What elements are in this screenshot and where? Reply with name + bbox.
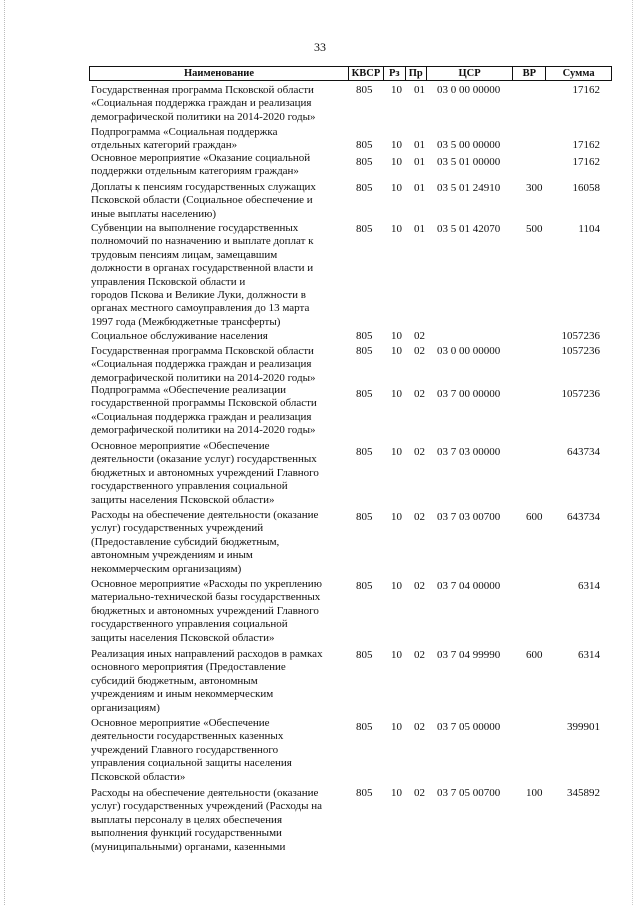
row-csr: 03 5 01 24910 (437, 182, 501, 194)
row-sum: 6314 (578, 649, 600, 661)
row-name-line: трудовым пенсиям лицам, замещавшим (91, 248, 278, 261)
row-name-line: Расходы на обеспечение деятельности (оказание (91, 509, 319, 521)
row-name-line: Основное мероприятие «Оказание социальной (91, 152, 311, 164)
row-csr: 03 7 04 99990 (437, 649, 501, 661)
row-pr: 02 (414, 388, 425, 400)
row-kvsr: 805 (356, 721, 373, 733)
row-csr: 03 7 00 00000 (437, 388, 501, 400)
row-name (91, 384, 349, 438)
row-name-line: управления социальной защиты населения (91, 757, 292, 770)
row-rz: 10 (391, 511, 402, 523)
table-header (89, 66, 612, 81)
row-kvsr: 805 (356, 649, 373, 661)
row-name (91, 126, 349, 153)
row-name-line: поддержки отдельным категориям граждан» (91, 165, 299, 178)
row-name (91, 345, 349, 385)
row-name-line: (Предоставление субсидий бюджетным, (91, 535, 280, 548)
row-csr: 03 0 00 00000 (437, 345, 501, 357)
row-name (91, 578, 349, 645)
row-kvsr: 805 (356, 580, 373, 592)
row-sum: 6314 (578, 580, 600, 592)
row-kvsr: 805 (356, 388, 373, 400)
row-sum: 17162 (572, 156, 600, 168)
row-name (91, 509, 349, 576)
row-name-line: отдельных категорий граждан» (91, 139, 238, 152)
row-kvsr: 805 (356, 330, 373, 342)
row-vr: 300 (526, 182, 543, 194)
row-name-line: Субвенции на выполнение государственных (91, 222, 299, 234)
row-rz: 10 (391, 139, 402, 151)
row-csr: 03 5 01 42070 (437, 223, 501, 235)
header-vr: ВР (512, 67, 545, 80)
row-sum: 643734 (567, 446, 600, 458)
row-rz: 10 (391, 721, 402, 733)
row-name-line: государственной программы Псковской области (91, 397, 317, 410)
row-name-line: органах местного самоуправления до 13 марта (91, 302, 310, 315)
row-vr: 100 (526, 787, 543, 799)
row-pr: 02 (414, 649, 425, 661)
row-name (91, 648, 349, 715)
row-pr: 02 (414, 345, 425, 357)
row-csr: 03 5 01 00000 (437, 156, 501, 168)
row-name-line: Основное мероприятие «Обеспечение (91, 717, 270, 729)
row-name-line: защиты населения Псковской области» (91, 631, 275, 644)
row-pr: 02 (414, 580, 425, 592)
budget-table (89, 66, 612, 853)
row-csr: 03 7 03 00000 (437, 446, 501, 458)
row-name-line: иные выплаты населению) (91, 207, 216, 220)
header-kvsr: КВСР (348, 67, 383, 80)
page-number: 33 (314, 40, 326, 54)
row-pr: 01 (414, 223, 425, 235)
row-name-line: Государственная программа Псковской области (91, 84, 314, 96)
row-sum: 643734 (567, 511, 600, 523)
row-kvsr: 805 (356, 345, 373, 357)
row-vr: 600 (526, 511, 543, 523)
header-name: Наименование (184, 68, 254, 79)
row-rz: 10 (391, 223, 402, 235)
row-kvsr: 805 (356, 511, 373, 523)
row-name-line: выплаты персоналу в целях обеспечения (91, 813, 283, 826)
row-name-line: Расходы на обеспечение деятельности (оказание (91, 787, 319, 799)
row-pr: 02 (414, 721, 425, 733)
row-sum: 345892 (567, 787, 600, 799)
row-name-line: «Социальная поддержка граждан и реализация (91, 410, 312, 423)
row-csr: 03 7 05 00700 (437, 787, 501, 799)
row-sum: 16058 (572, 182, 600, 194)
row-name-line: бюджетных и автономных учреждений Главного (91, 604, 319, 617)
row-rz: 10 (391, 156, 402, 168)
row-pr: 01 (414, 139, 425, 151)
row-name-line: услуг) государственных учреждений (91, 522, 264, 535)
row-name-line: Подпрограмма «Социальная поддержка (91, 126, 278, 138)
row-name-line: демографической политики на 2014-2020 годы» (91, 371, 316, 384)
row-sum: 17162 (572, 139, 600, 151)
row-sum: 1057236 (561, 345, 600, 357)
row-rz: 10 (391, 446, 402, 458)
row-csr: 03 5 00 00000 (437, 139, 501, 151)
row-pr: 01 (414, 156, 425, 168)
row-kvsr: 805 (356, 182, 373, 194)
scan-edge-left (4, 0, 6, 905)
row-pr: 01 (414, 182, 425, 194)
row-name-line: Социальное обслуживание населения (91, 330, 268, 342)
row-name-line: «Социальная поддержка граждан и реализация (91, 358, 312, 371)
row-name-line: (муниципальными) органами, казенными (91, 840, 286, 853)
row-rz: 10 (391, 388, 402, 400)
row-name-line: субсидий бюджетным, автономным (91, 674, 258, 687)
header-sum: Сумма (545, 67, 611, 80)
row-name-line: деятельности государственных казенных (91, 730, 284, 743)
row-name-line: деятельности (оказание услуг) государственных (91, 453, 317, 466)
row-name-line: Доплаты к пенсиям государственных служащих (91, 181, 316, 193)
row-name-line: Подпрограмма «Обеспечение реализации (91, 384, 286, 396)
row-name-line: государственного управления социальной (91, 480, 288, 493)
row-name (91, 717, 349, 784)
row-kvsr: 805 (356, 787, 373, 799)
row-name-line: материально-технической базы государственных (91, 591, 321, 604)
row-name-line: «Социальная поддержка граждан и реализация (91, 97, 312, 110)
row-name-line: Псковской области (Социальное обеспечение и (91, 194, 313, 207)
header-pr: Пр (405, 67, 426, 80)
row-csr: 03 0 00 00000 (437, 84, 501, 96)
row-name-line: демографической политики на 2014-2020 годы» (91, 424, 316, 437)
row-pr: 02 (414, 330, 425, 342)
row-name (91, 222, 349, 329)
row-name (91, 330, 349, 343)
row-name-line: Псковской области» (91, 770, 186, 783)
row-name-line: учреждениям и иным некоммерческим (91, 688, 274, 701)
row-vr: 500 (526, 223, 543, 235)
row-csr: 03 7 04 00000 (437, 580, 501, 592)
row-csr: 03 7 05 00000 (437, 721, 501, 733)
row-rz: 10 (391, 580, 402, 592)
row-rz: 10 (391, 649, 402, 661)
row-name-line: Основное мероприятие «Обеспечение (91, 440, 270, 452)
header-rz: Рз (383, 67, 405, 80)
row-name-line: управления Псковской области и (91, 275, 246, 288)
row-rz: 10 (391, 84, 402, 96)
row-name-line: демографической политики на 2014-2020 годы» (91, 110, 316, 123)
row-name-line: 1997 года (Межбюджетные трансферты) (91, 315, 281, 328)
row-pr: 01 (414, 84, 425, 96)
row-name-line: основного мероприятия (Предоставление (91, 661, 286, 674)
row-name (91, 181, 349, 221)
row-sum: 1057236 (561, 388, 600, 400)
row-name-line: организациям) (91, 701, 160, 714)
row-name-line: автономным учреждениям и иным (91, 549, 253, 562)
row-kvsr: 805 (356, 156, 373, 168)
row-name (91, 84, 349, 124)
row-kvsr: 805 (356, 223, 373, 235)
row-name-line: выполнения функций государственными (91, 827, 282, 840)
row-name-line: бюджетных и автономных учреждений Главного (91, 466, 319, 479)
row-name-line: некоммерческим организациям) (91, 562, 242, 575)
row-sum: 399901 (567, 721, 600, 733)
row-pr: 02 (414, 787, 425, 799)
row-name-line: городов Пскова и Великие Луки, должности в (91, 289, 306, 302)
row-rz: 10 (391, 345, 402, 357)
row-kvsr: 805 (356, 84, 373, 96)
row-name-line: Государственная программа Псковской области (91, 345, 314, 357)
row-name-line: защиты населения Псковской области» (91, 493, 275, 506)
row-sum: 1057236 (561, 330, 600, 342)
row-name-line: Реализация иных направлений расходов в рамках (91, 648, 323, 660)
row-vr: 600 (526, 649, 543, 661)
row-rz: 10 (391, 787, 402, 799)
row-rz: 10 (391, 182, 402, 194)
row-name-line: государственного управления социальной (91, 618, 288, 631)
header-csr: ЦСР (426, 67, 513, 80)
row-pr: 02 (414, 446, 425, 458)
row-name-line: полномочий по назначению и выплате доплат к (91, 235, 314, 248)
row-name-line: Основное мероприятие «Расходы по укреплению (91, 578, 322, 590)
row-name-line: учреждений Главного государственного (91, 743, 279, 756)
row-name (91, 787, 349, 854)
row-csr: 03 7 03 00700 (437, 511, 501, 523)
row-name (91, 152, 349, 179)
row-sum: 1104 (578, 223, 600, 235)
row-pr: 02 (414, 511, 425, 523)
row-kvsr: 805 (356, 139, 373, 151)
row-kvsr: 805 (356, 446, 373, 458)
row-name (91, 440, 349, 507)
row-name-line: услуг) государственных учреждений (Расходы на (91, 800, 323, 813)
row-rz: 10 (391, 330, 402, 342)
scan-edge-right (632, 0, 634, 905)
row-sum: 17162 (572, 84, 600, 96)
row-name-line: должности в органах государственной власти и (91, 262, 314, 275)
